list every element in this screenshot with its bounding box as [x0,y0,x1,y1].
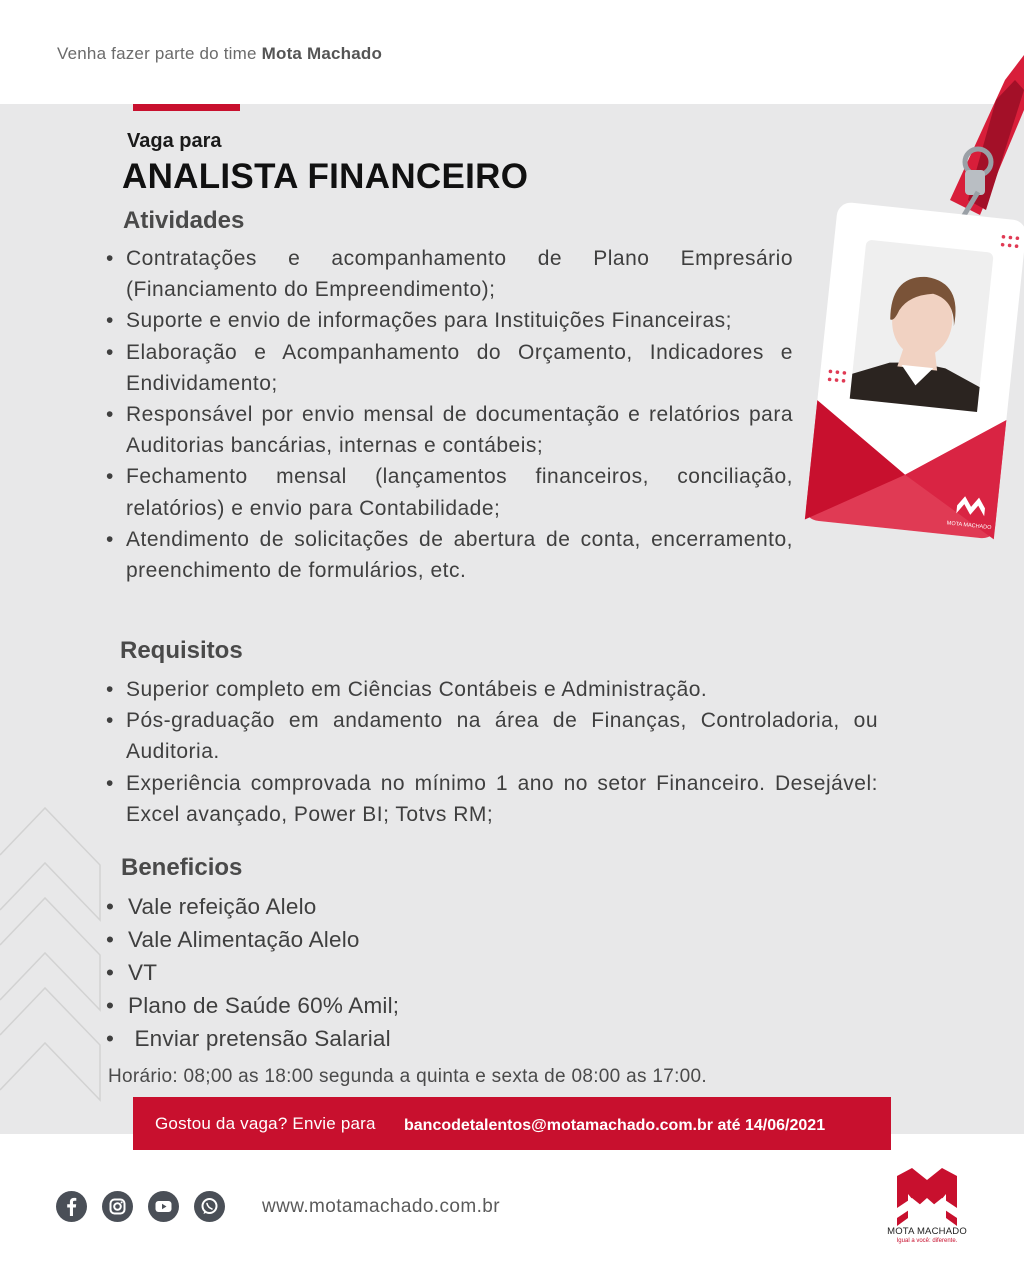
list-item: • Elaboração e Acompanhamento do Orçamento, Indicadores e Endividamento; [106,337,793,399]
list-item: • Superior completo em Ciências Contábeis e Administração. [106,674,878,705]
chevron-decoration [0,800,110,1120]
brand-name: Mota Machado [261,44,383,63]
list-item: • Atendimento de solicitações de abertura de conta, encerramento, preenchimento de formulários, etc. [106,524,793,586]
id-badge-illustration [800,50,1024,550]
list-item: • Responsável por envio mensal de documentação e relatórios para Auditorias bancárias, internas e contábeis; [106,399,793,461]
youtube-icon[interactable] [148,1191,179,1222]
cta-email-link[interactable]: bancodetalentos@motamachado.com.br até 14/06/2021 [404,1117,826,1134]
whatsapp-icon[interactable] [194,1191,225,1222]
list-item: • Suporte e envio de informações para Instituições Financeiras; [106,305,793,336]
list-item: • Pós-graduação em andamento na área de Finanças, Controladoria, ou Auditoria. [106,705,878,767]
job-title: ANALISTA FINANCEIRO [122,157,529,196]
list-item: • Plano de Saúde 60% Amil; [106,989,606,1022]
work-hours: Horário: 08;00 as 18:00 segunda a quinta e sexta de 08:00 as 17:00. [108,1066,707,1087]
logo-slogan: Igual a você: diferente. [896,1238,958,1244]
list-item: • Vale Alimentação Alelo [106,923,606,956]
instagram-icon[interactable] [102,1191,133,1222]
job-kicker: Vaga para [127,130,222,152]
atividades-heading: Atividades [123,207,245,234]
list-item: • VT [106,956,606,989]
list-item: • Experiência comprovada no mínimo 1 ano no setor Financeiro. Desejável: Excel avançado, Power BI; Totvs RM; [106,768,878,830]
logo-name: MOTA MACHADO [887,1226,967,1237]
requisitos-heading: Requisitos [120,637,243,664]
atividades-list [106,243,793,586]
list-item: • Fechamento mensal (lançamentos financeiros, conciliação, relatórios) e envio para Contabilidade; [106,461,793,523]
list-item: • Contratações e acompanhamento de Plano Empresário (Financiamento do Empreendimento); [106,243,793,305]
beneficios-list [106,890,606,1055]
beneficios-heading: Beneficios [121,854,243,881]
website-link[interactable]: www.motamachado.com.br [262,1196,500,1217]
badge-logo-text: MOTA MACHADO [946,520,992,532]
list-item: • Enviar pretensão Salarial [106,1022,606,1055]
facebook-icon[interactable] [56,1191,87,1222]
cta-banner [133,1097,891,1150]
header-tagline: Venha fazer parte do time Mota Machado [57,44,383,63]
requisitos-list [106,674,878,830]
accent-bar [133,104,240,111]
cta-lead: Gostou da vaga? Envie para [155,1114,376,1133]
list-item: • Vale refeição Alelo [106,890,606,923]
